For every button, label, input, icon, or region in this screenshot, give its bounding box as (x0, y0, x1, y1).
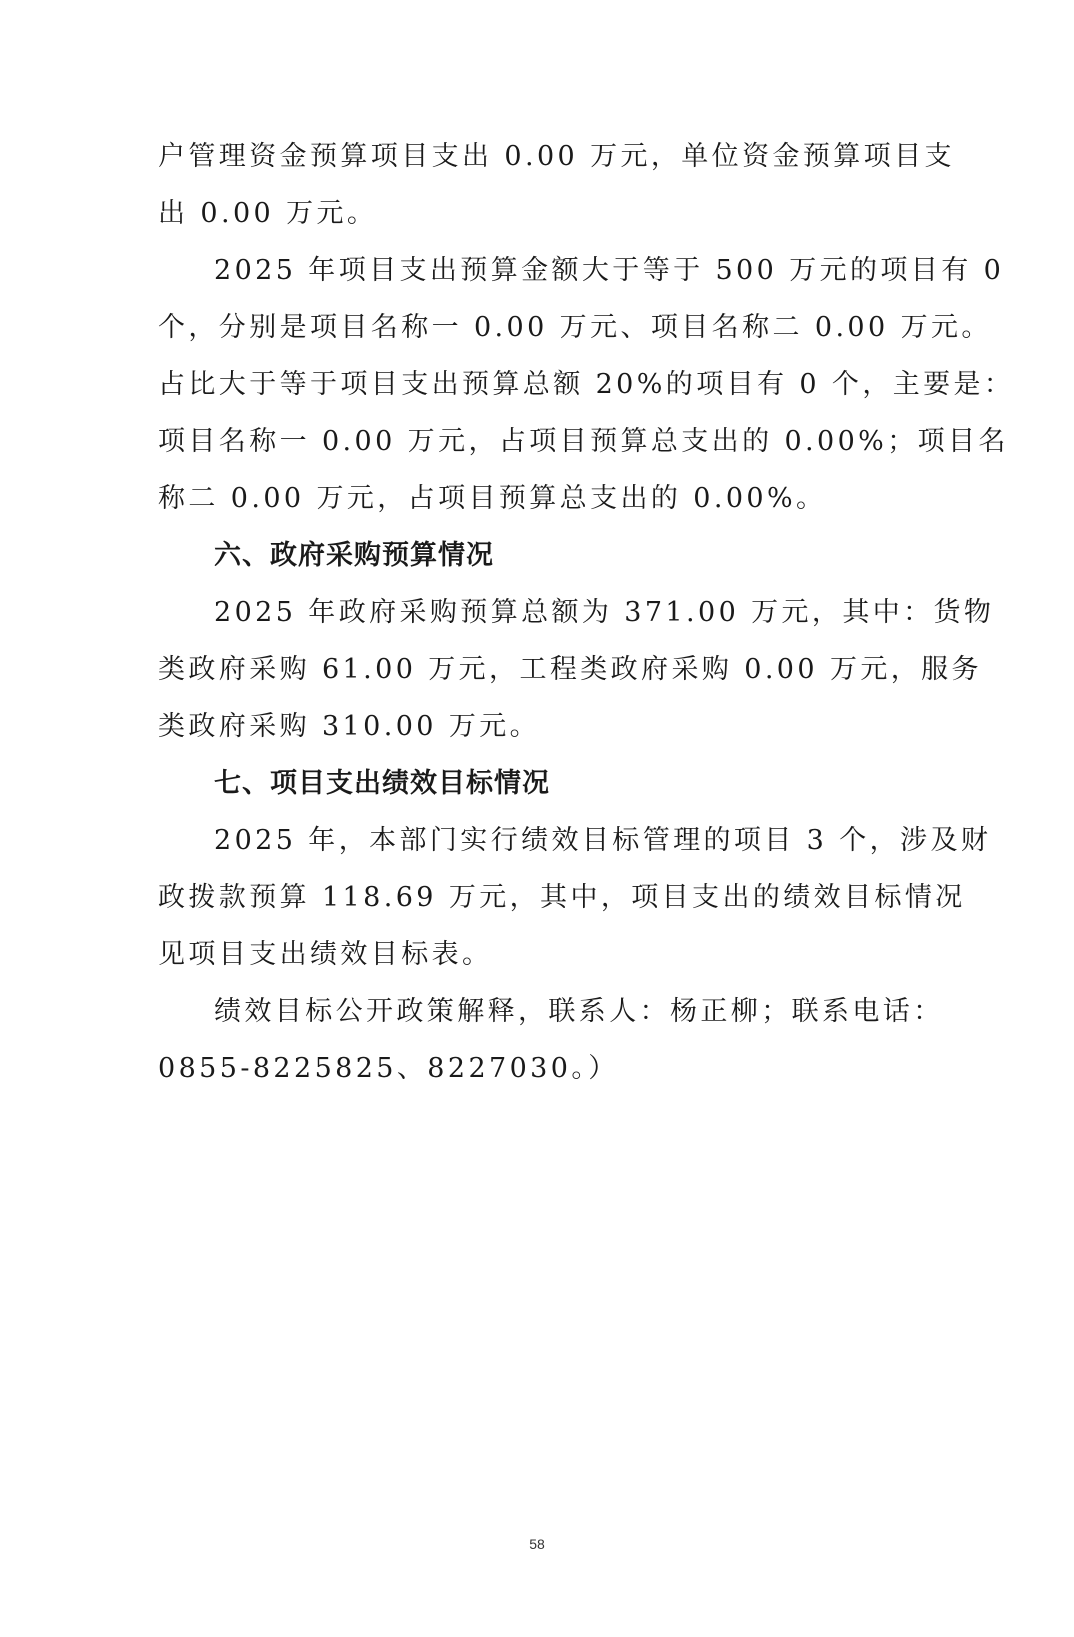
paragraph-line: 类政府采购 61.00 万元，工程类政府采购 0.00 万元，服务 (158, 654, 982, 685)
paragraph-line: 户管理资金预算项目支出 0.00 万元，单位资金预算项目支 (158, 141, 955, 172)
section-heading-performance: 七、项目支出绩效目标情况 (214, 768, 550, 799)
paragraph-line: 0855-8225825、8227030。） (158, 1053, 619, 1084)
paragraph-line: 绩效目标公开政策解释，联系人：杨正柳；联系电话： (214, 996, 944, 1027)
paragraph-line: 2025 年，本部门实行绩效目标管理的项目 3 个，涉及财 (214, 825, 992, 856)
paragraph-line: 称二 0.00 万元，占项目预算总支出的 0.00%。 (158, 483, 827, 514)
paragraph-line: 2025 年政府采购预算总额为 371.00 万元，其中：货物 (214, 597, 995, 628)
paragraph-line: 项目名称一 0.00 万元，占项目预算总支出的 0.00%；项目名 (158, 426, 1009, 457)
paragraph-line: 个，分别是项目名称一 0.00 万元、项目名称二 0.00 万元。 (158, 312, 992, 343)
paragraph-line: 政拨款预算 118.69 万元，其中，项目支出的绩效目标情况 (158, 882, 966, 913)
paragraph-line: 类政府采购 310.00 万元。 (158, 711, 541, 742)
section-heading-procurement: 六、政府采购预算情况 (214, 540, 494, 571)
paragraph-line: 出 0.00 万元。 (158, 198, 378, 229)
body-text (158, 128, 1015, 1097)
page-number: 58 (529, 1536, 545, 1552)
paragraph-line: 见项目支出绩效目标表。 (158, 939, 493, 970)
paragraph-line: 占比大于等于项目支出预算总额 20%的项目有 0 个，主要是： (158, 369, 1015, 400)
paragraph-line: 2025 年项目支出预算金额大于等于 500 万元的项目有 0 (214, 255, 1005, 286)
